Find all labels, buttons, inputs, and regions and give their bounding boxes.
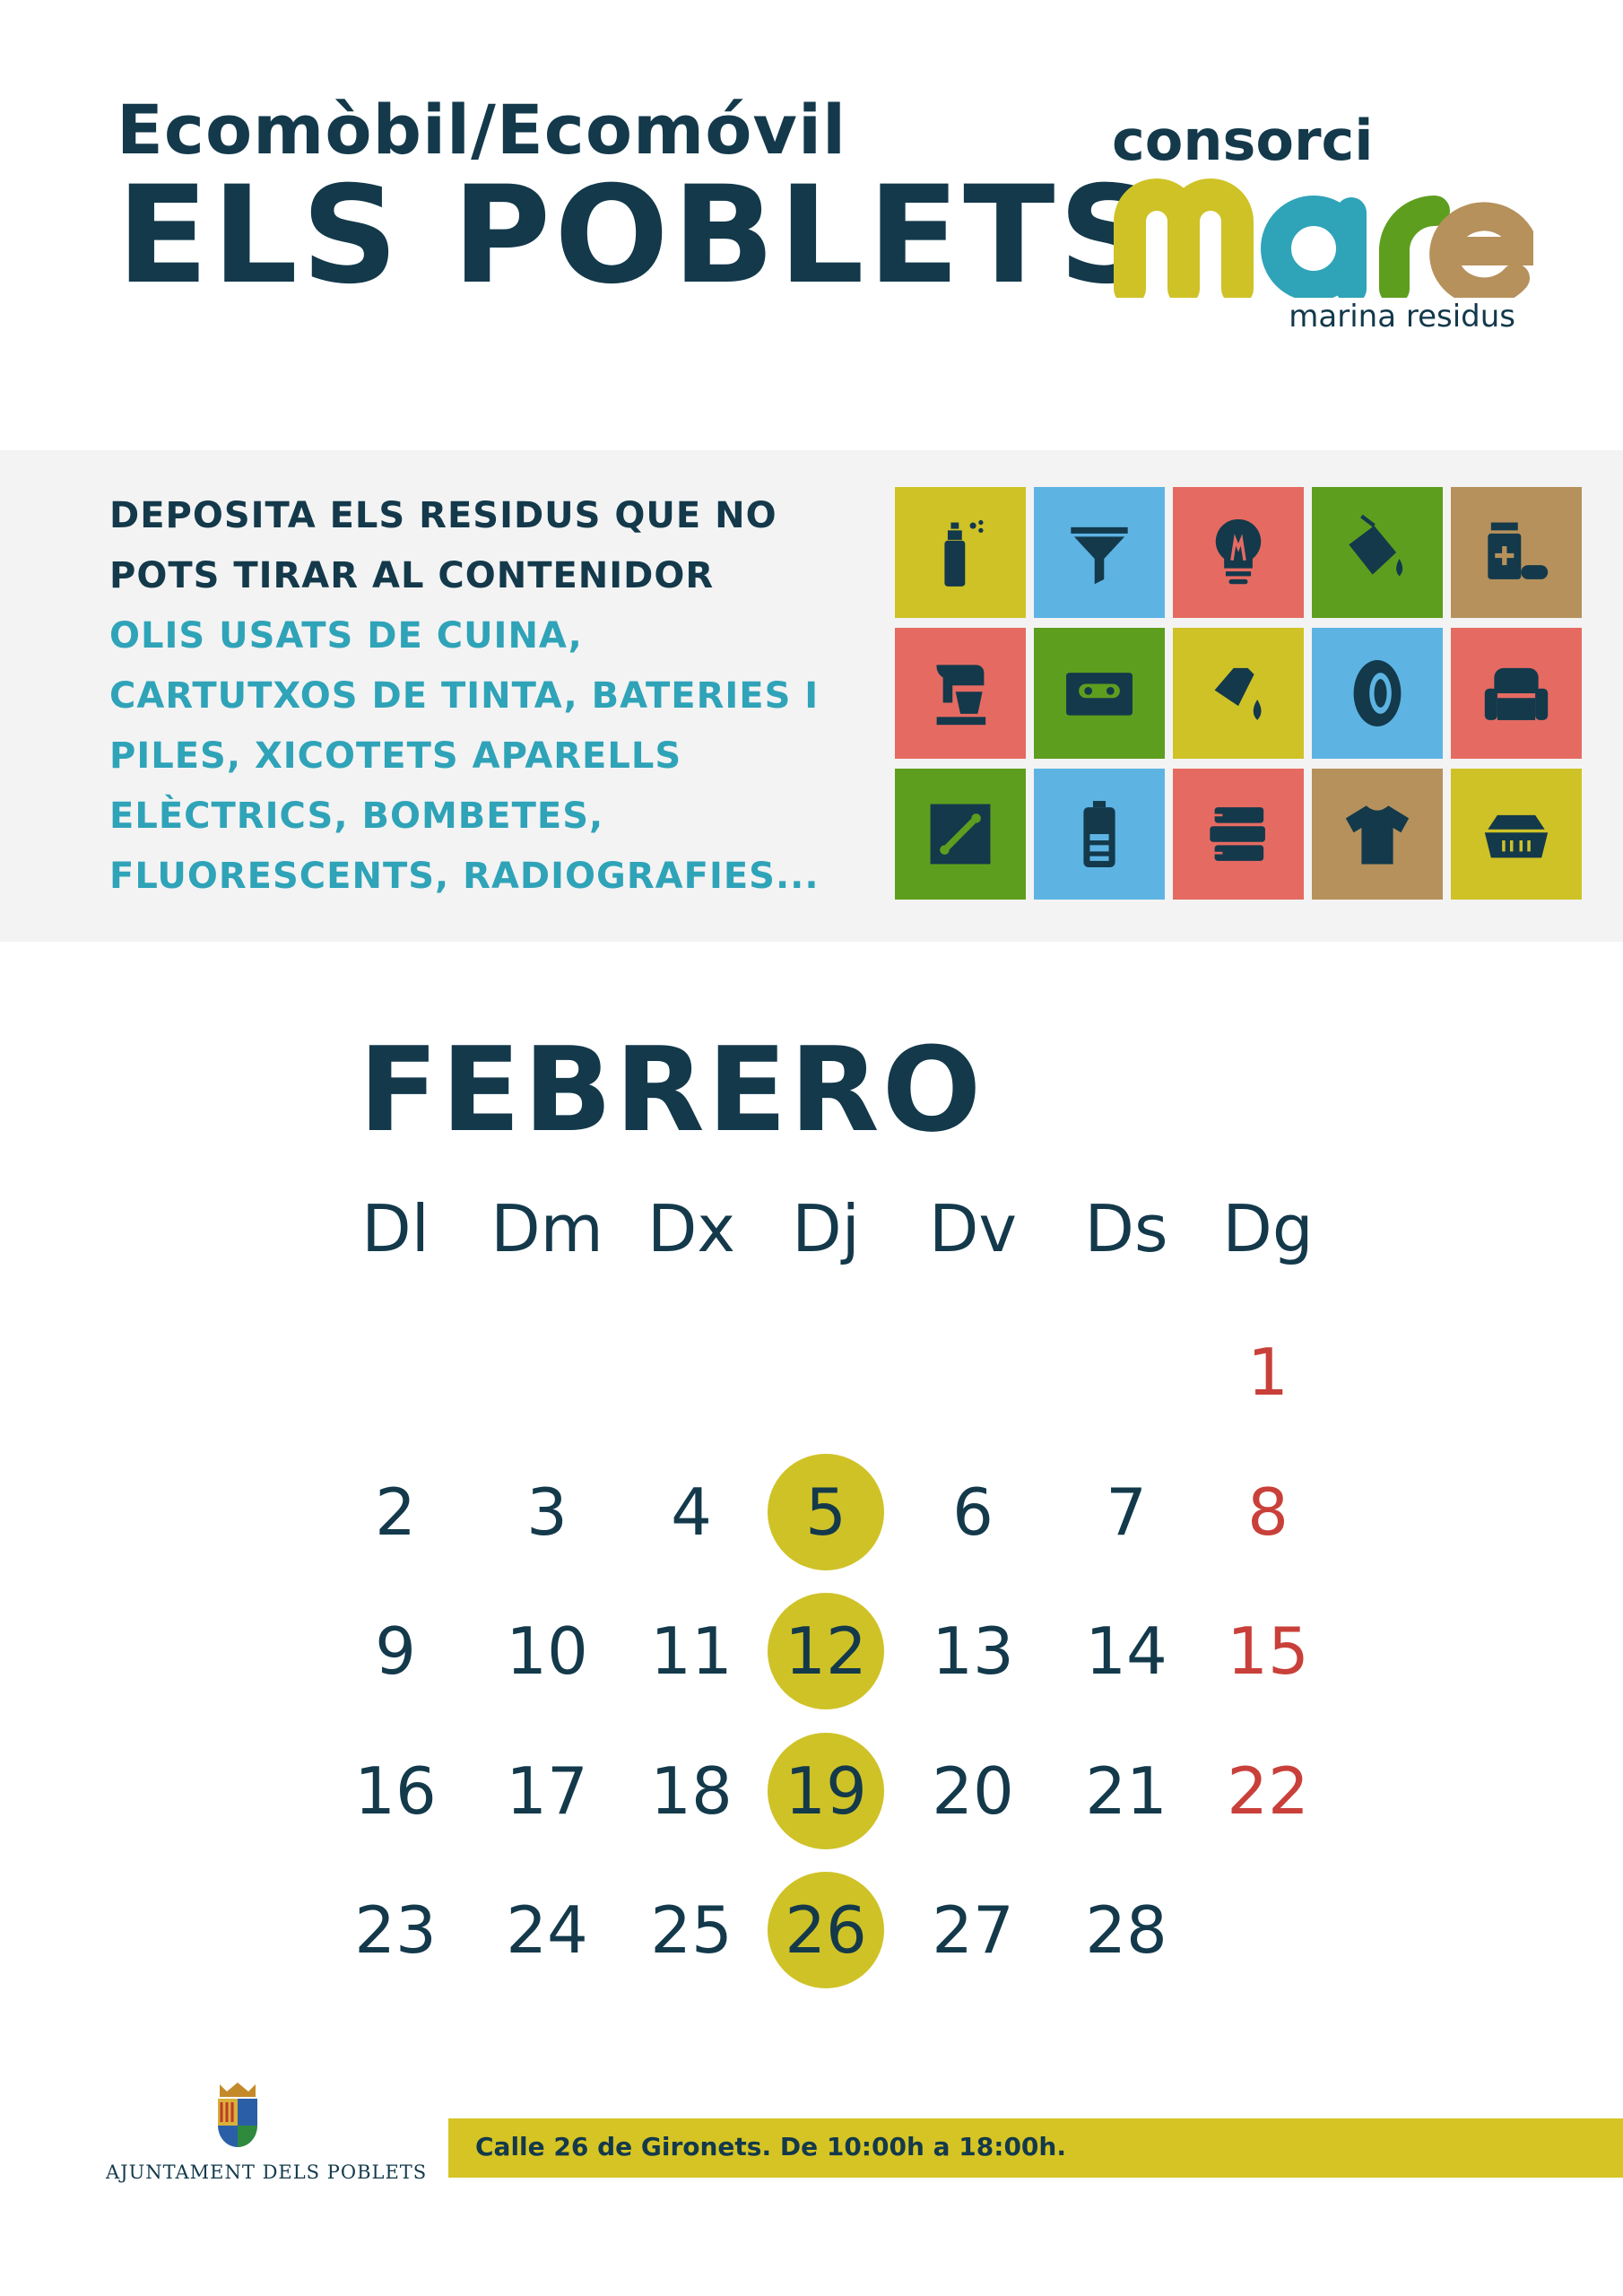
schedule-bar: [448, 2118, 1623, 2178]
council-crest-icon: [211, 2079, 265, 2151]
weekday-header: Dx: [647, 1191, 736, 1266]
food-container-icon: [1451, 769, 1582, 900]
consorci-mare-logo: [1112, 108, 1533, 341]
calendar-day: 9: [375, 1613, 416, 1689]
calendar-day: 6: [952, 1474, 994, 1550]
calendar-day: 24: [506, 1892, 588, 1968]
waste-type-line: ELÈCTRICS, BOMBETES,: [109, 796, 604, 837]
council-name: AJUNTAMENT DELS POBLETS: [106, 2161, 428, 2183]
info-line: POTS TIRAR AL CONTENIDOR: [109, 555, 715, 596]
calendar-day: 23: [354, 1892, 437, 1968]
calendar-day: 15: [1227, 1613, 1309, 1689]
waste-type-line: PILES, XICOTETS APARELLS: [109, 735, 682, 777]
weekday-header: Ds: [1084, 1191, 1168, 1266]
subtitle: Ecomòbil/Ecomóvil: [117, 90, 847, 170]
waste-icon-grid: [895, 487, 1584, 900]
spray-can-icon: [895, 487, 1026, 618]
weekday-header: Dm: [490, 1191, 603, 1266]
calendar-day: 21: [1085, 1753, 1167, 1829]
mixer-icon: [895, 628, 1026, 759]
calendar-day: 13: [932, 1613, 1014, 1689]
waste-info-text: [109, 486, 820, 907]
calendar-day: 28: [1085, 1892, 1167, 1968]
paint-bucket-icon: [1312, 487, 1443, 618]
xray-icon: [895, 769, 1026, 900]
calendar-day: 14: [1085, 1613, 1167, 1689]
calendar-day: 3: [526, 1474, 568, 1550]
calendar-day: 16: [354, 1753, 437, 1829]
cassette-icon: [1034, 628, 1165, 759]
waste-type-line: FLUORESCENTS, RADIOGRAFIES...: [109, 856, 820, 897]
month-title: FEBRERO: [359, 1022, 985, 1158]
collection-day: 26: [763, 1867, 889, 1993]
collection-day: 5: [763, 1449, 889, 1575]
calendar-day: 11: [650, 1613, 733, 1689]
calendar-day: 25: [650, 1892, 733, 1968]
battery-icon: [1034, 769, 1165, 900]
collection-day: 19: [763, 1728, 889, 1854]
calendar-day: 27: [932, 1892, 1014, 1968]
calendar-day: 22: [1227, 1753, 1309, 1829]
oil-can-icon: [1173, 628, 1304, 759]
light-bulb-icon: [1173, 487, 1304, 618]
logo-consorci-text: consorci: [1112, 108, 1374, 173]
tire-icon: [1312, 628, 1443, 759]
waste-type-line: OLIS USATS DE CUINA,: [109, 615, 583, 657]
calendar-day: 8: [1247, 1474, 1289, 1550]
weekday-header: Dv: [928, 1191, 1018, 1266]
waste-type-line: CARTUTXOS DE TINTA, BATERIES I: [109, 675, 820, 717]
calendar-day: 7: [1106, 1474, 1147, 1550]
calendar-day: 4: [671, 1474, 712, 1550]
calendar-day: 10: [506, 1613, 588, 1689]
calendar-day: 2: [375, 1474, 416, 1550]
funnel-icon: [1034, 487, 1165, 618]
weekday-header: Dj: [792, 1191, 860, 1266]
info-line: DEPOSITA ELS RESIDUS QUE NO: [109, 495, 777, 536]
mare-logo-mark: [1112, 172, 1533, 298]
collection-day: 12: [763, 1588, 889, 1714]
medicine-icon: [1451, 487, 1582, 618]
calendar-day: 18: [650, 1753, 733, 1829]
town-title: ELS POBLETS: [117, 158, 1159, 314]
calendar-day: 17: [506, 1753, 588, 1829]
calendar-day: 20: [932, 1753, 1014, 1829]
tshirt-icon: [1312, 769, 1443, 900]
logo-marina-residus-text: marina residus: [1289, 299, 1515, 335]
schedule-text: Calle 26 de Gironets. De 10:00h a 18:00h.: [475, 2132, 1066, 2161]
calendar-day: 1: [1247, 1335, 1289, 1410]
weekday-header: Dg: [1222, 1191, 1314, 1266]
armchair-icon: [1451, 628, 1582, 759]
books-icon: [1173, 769, 1304, 900]
weekday-header: Dl: [361, 1191, 430, 1266]
